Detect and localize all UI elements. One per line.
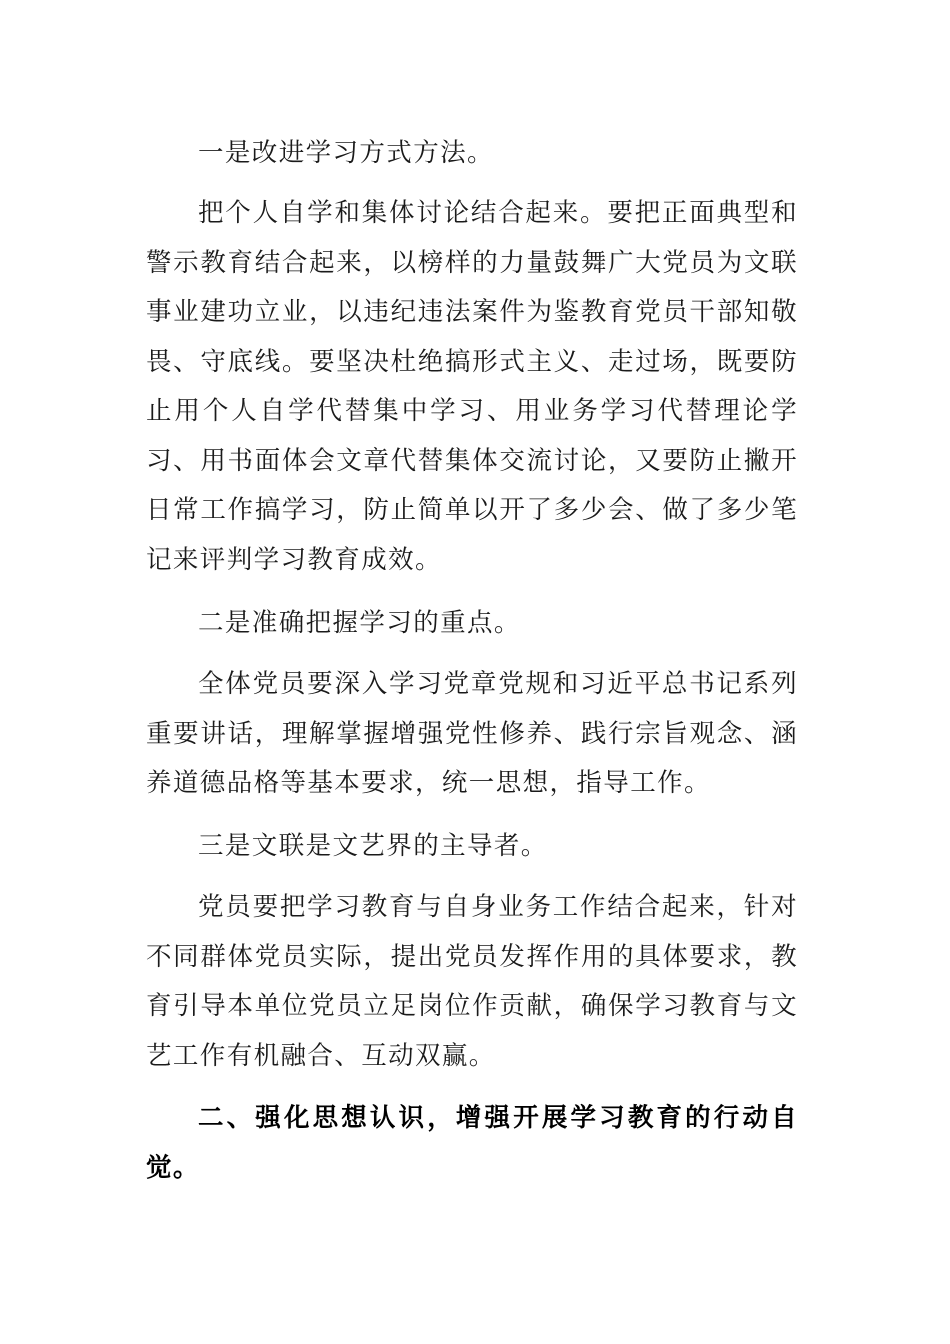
- paragraph-method-heading: 一是改进学习方式方法。: [198, 138, 494, 168]
- paragraph-focus-heading: 二是准确把握学习的重点。: [198, 608, 521, 638]
- section-heading: 二、强化思想认识，增强开展学习教育的行动自觉。: [146, 1103, 798, 1183]
- paragraph-leader-body: 党员要把学习教育与自身业务工作结合起来，针对不同群体党员实际，提出党员发挥作用的具体要求，教育引导本单位党员立足岗位作贡献，确保学习教育与文艺工作有机融合、互动双赢。: [146, 892, 798, 1071]
- paragraph-focus-body: 全体党员要深入学习党章党规和习近平总书记系列重要讲话，理解掌握增强党性修养、践行宗旨观念、涵养道德品格等基本要求，统一思想，指导工作。: [146, 669, 798, 798]
- paragraph-leader-heading: 三是文联是文艺界的主导者。: [198, 831, 548, 861]
- paragraph-method-body: 把个人自学和集体讨论结合起来。要把正面典型和警示教育结合起来，以榜样的力量鼓舞广大党员为文联事业建功立业，以违纪违法案件为鉴教育党员干部知敬畏、守底线。要坚决杜绝搞形式主义、走过场，既要防止用个人自学代替集中学习、用业务学习代替理论学习、用书面体会文章代替集体交流讨论，又要防止撇开日常工作搞学习，防止简单以开了多少会、做了多少笔记来评判学习教育成效。: [146, 198, 798, 575]
